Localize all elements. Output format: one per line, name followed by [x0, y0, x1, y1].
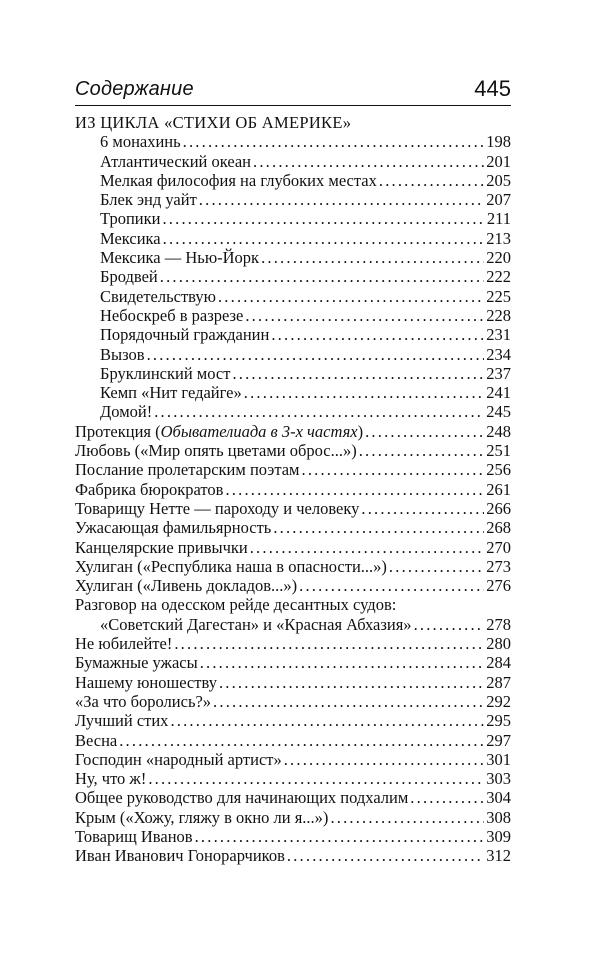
toc-entry [75, 846, 511, 865]
toc-entry-title: Кемп «Нит гедайге» [100, 383, 242, 403]
toc-entry-title: Домой! [100, 402, 153, 422]
toc-entry-page: 211 [486, 209, 511, 229]
leader-dots [389, 557, 484, 576]
toc-entry-subtitle: Обывателиада в 3-х частях [160, 421, 358, 441]
leader-dots [299, 576, 484, 595]
toc-entry-title: Бумажные ужасы [75, 653, 198, 673]
toc-entry-title: Блек энд уайт [100, 190, 197, 210]
toc-entry [75, 229, 511, 248]
leader-dots [330, 808, 484, 827]
toc-entry-page: 241 [486, 383, 511, 403]
toc-entry-page: 278 [486, 614, 511, 634]
leader-dots [359, 441, 485, 460]
section-heading: ИЗ ЦИКЛА «СТИХИ ОБ АМЕРИКЕ» [75, 113, 352, 132]
toc-entry [75, 518, 511, 537]
toc-entry [75, 460, 511, 479]
toc-entry [75, 306, 511, 325]
toc-entry [75, 692, 511, 711]
toc-entry [75, 576, 511, 595]
leader-dots [162, 209, 484, 228]
toc-entry-page: 266 [486, 498, 511, 518]
toc-entry [75, 402, 511, 421]
toc-entry-title: Общее руководство для начинающих подхалим [75, 788, 409, 808]
toc-entry [75, 364, 511, 383]
leader-dots [261, 248, 484, 267]
table-of-contents [75, 113, 511, 866]
toc-entry-title: 6 монахинь [100, 132, 181, 152]
leader-dots [253, 152, 484, 171]
toc-entry-page: 261 [486, 479, 511, 499]
toc-entry-title: Крым («Хожу, гляжу в окно ли я...») [75, 807, 329, 827]
toc-entry-page: 308 [486, 807, 511, 827]
toc-entry-title: Порядочный гражданин [100, 325, 270, 345]
toc-entry [75, 422, 511, 441]
leader-dots [147, 345, 485, 364]
toc-entry [75, 557, 511, 576]
leader-dots [119, 731, 484, 750]
toc-entry-page: 270 [486, 537, 511, 557]
toc-entry-title: Атлантический океан [100, 151, 252, 171]
toc-entry-title: «За что боролись?» [75, 691, 212, 711]
toc-entry-continuation: «Советский Дагестан» и «Красная Абхазия» [100, 614, 412, 634]
toc-entry-title: Мелкая философия на глубоких местах [100, 170, 377, 190]
toc-entry [75, 248, 511, 267]
toc-entry [75, 345, 511, 364]
toc-entry-page: 198 [486, 132, 511, 152]
toc-entry [75, 152, 511, 171]
leader-dots [250, 538, 485, 557]
toc-entry [75, 711, 511, 730]
toc-entry [75, 209, 511, 228]
leader-dots [200, 653, 485, 672]
toc-entry-title: Не юбилейте! [75, 634, 173, 654]
toc-entry-page: 231 [486, 325, 511, 345]
toc-entry-title: Нашему юношеству [75, 672, 217, 692]
toc-entry-title: Свидетельствую [100, 286, 216, 306]
toc-entry-title: Протекция (Обывателиада в 3-х частях) [75, 421, 364, 441]
leader-dots [287, 846, 484, 865]
toc-entry [75, 538, 511, 557]
toc-entry-title: Любовь («Мир опять цветами оброс...») [75, 441, 357, 461]
header-rule [75, 105, 511, 106]
toc-entry [75, 750, 511, 769]
toc-entry [75, 827, 511, 846]
toc-entry-page: 222 [486, 267, 511, 287]
leader-dots [244, 383, 484, 402]
leader-dots [284, 750, 485, 769]
toc-entry-title: Товарищ Иванов [75, 826, 193, 846]
toc-entry-page: 201 [486, 151, 511, 171]
toc-entry [75, 499, 511, 518]
toc-entry [75, 788, 511, 807]
leader-dots [232, 364, 484, 383]
toc-entry-title: Бруклинский мост [100, 363, 231, 383]
toc-entry-page: 213 [486, 228, 511, 248]
running-header-title: Содержание [75, 78, 194, 100]
toc-entry-title: Небоскреб в разрезе [100, 305, 244, 325]
toc-entry-page: 268 [486, 518, 511, 538]
toc-entry-title: Тропики [100, 209, 161, 229]
leader-dots [195, 827, 485, 846]
toc-entry-page: 220 [486, 248, 511, 268]
toc-entry [75, 325, 511, 344]
toc-entry-page: 248 [486, 421, 511, 441]
toc-entry-page: 273 [486, 556, 511, 576]
leader-dots [213, 692, 484, 711]
leader-dots [414, 615, 485, 634]
toc-entry-title: Ужасающая фамильярность [75, 518, 272, 538]
toc-entry-title: Господин «народный артист» [75, 749, 282, 769]
toc-entry-page: 301 [486, 749, 511, 769]
toc-entry-title: Послание пролетарским поэтам [75, 460, 300, 480]
toc-entry-page: 280 [486, 634, 511, 654]
toc-entry-title: Бродвей [100, 267, 158, 287]
toc-entry-page: 309 [486, 826, 511, 846]
toc-entry-title: Канцелярские привычки [75, 537, 248, 557]
toc-entry-page: 256 [486, 460, 511, 480]
leader-dots [160, 267, 485, 286]
toc-entry-title: Фабрика бюрократов [75, 479, 224, 499]
toc-entry-title: Ну, что ж! [75, 769, 147, 789]
leader-dots [271, 325, 484, 344]
toc-entry-title: Мексика [100, 228, 161, 248]
toc-entry-title: Иван Иванович Гонорарчиков [75, 846, 285, 866]
toc-entry-page: 297 [486, 730, 511, 750]
toc-entry [75, 267, 511, 286]
toc-entry-page: 237 [486, 363, 511, 383]
toc-entry-page: 251 [486, 441, 511, 461]
toc-entry-title: Мексика — Нью-Йорк [100, 248, 260, 268]
leader-dots [273, 518, 484, 537]
leader-dots [183, 132, 485, 151]
toc-entry-page: 284 [486, 653, 511, 673]
toc-entry [75, 808, 511, 827]
page-number: 445 [474, 76, 511, 101]
toc-entry [75, 615, 511, 634]
toc-entry-page: 245 [486, 402, 511, 422]
toc-entry-title: Хулиган («Ливень докладов...») [75, 576, 298, 596]
leader-dots [199, 190, 484, 209]
leader-dots [163, 229, 485, 248]
toc-entry-page: 303 [486, 769, 511, 789]
toc-entry-page: 304 [486, 788, 511, 808]
toc-entry-page: 234 [486, 344, 511, 364]
toc-entry [75, 132, 511, 151]
toc-entry [75, 634, 511, 653]
leader-dots [174, 634, 484, 653]
toc-entry [75, 190, 511, 209]
leader-dots [148, 769, 484, 788]
toc-entry-page: 312 [486, 846, 511, 866]
leader-dots [302, 460, 485, 479]
leader-dots [225, 480, 484, 499]
toc-entry-page: 205 [486, 170, 511, 190]
toc-entry-page: 292 [486, 691, 511, 711]
toc-entry [75, 441, 511, 460]
toc-entry [75, 731, 511, 750]
leader-dots [410, 788, 484, 807]
toc-entry-title: Лучший стих [75, 711, 169, 731]
toc-entry-page: 287 [486, 672, 511, 692]
toc-entry-title: Товарищу Нетте — пароходу и человеку [75, 498, 360, 518]
toc-entry [75, 171, 511, 190]
toc-entry-page: 207 [486, 190, 511, 210]
toc-entry [75, 287, 511, 306]
leader-dots [170, 711, 484, 730]
running-header [75, 74, 511, 104]
toc-entry-page: 276 [486, 576, 511, 596]
toc-entry [75, 383, 511, 402]
leader-dots [379, 171, 484, 190]
toc-entry-page: 225 [486, 286, 511, 306]
toc-entry-title: Разговор на одесском рейде десантных судов: [75, 595, 397, 615]
leader-dots [219, 673, 484, 692]
leader-dots [154, 402, 484, 421]
toc-entry-title: Хулиган («Республика наша в опасности...») [75, 556, 387, 576]
toc-entry-page: 295 [486, 711, 511, 731]
leader-dots [365, 422, 484, 441]
toc-entry [75, 653, 511, 672]
toc-entry-page: 228 [486, 305, 511, 325]
toc-entry-title: Весна [75, 730, 118, 750]
toc-entry [75, 480, 511, 499]
leader-dots [218, 287, 484, 306]
toc-entry [75, 673, 511, 692]
leader-dots [245, 306, 484, 325]
toc-entry [75, 769, 511, 788]
toc-entry-title: Вызов [100, 344, 145, 364]
leader-dots [361, 499, 484, 518]
